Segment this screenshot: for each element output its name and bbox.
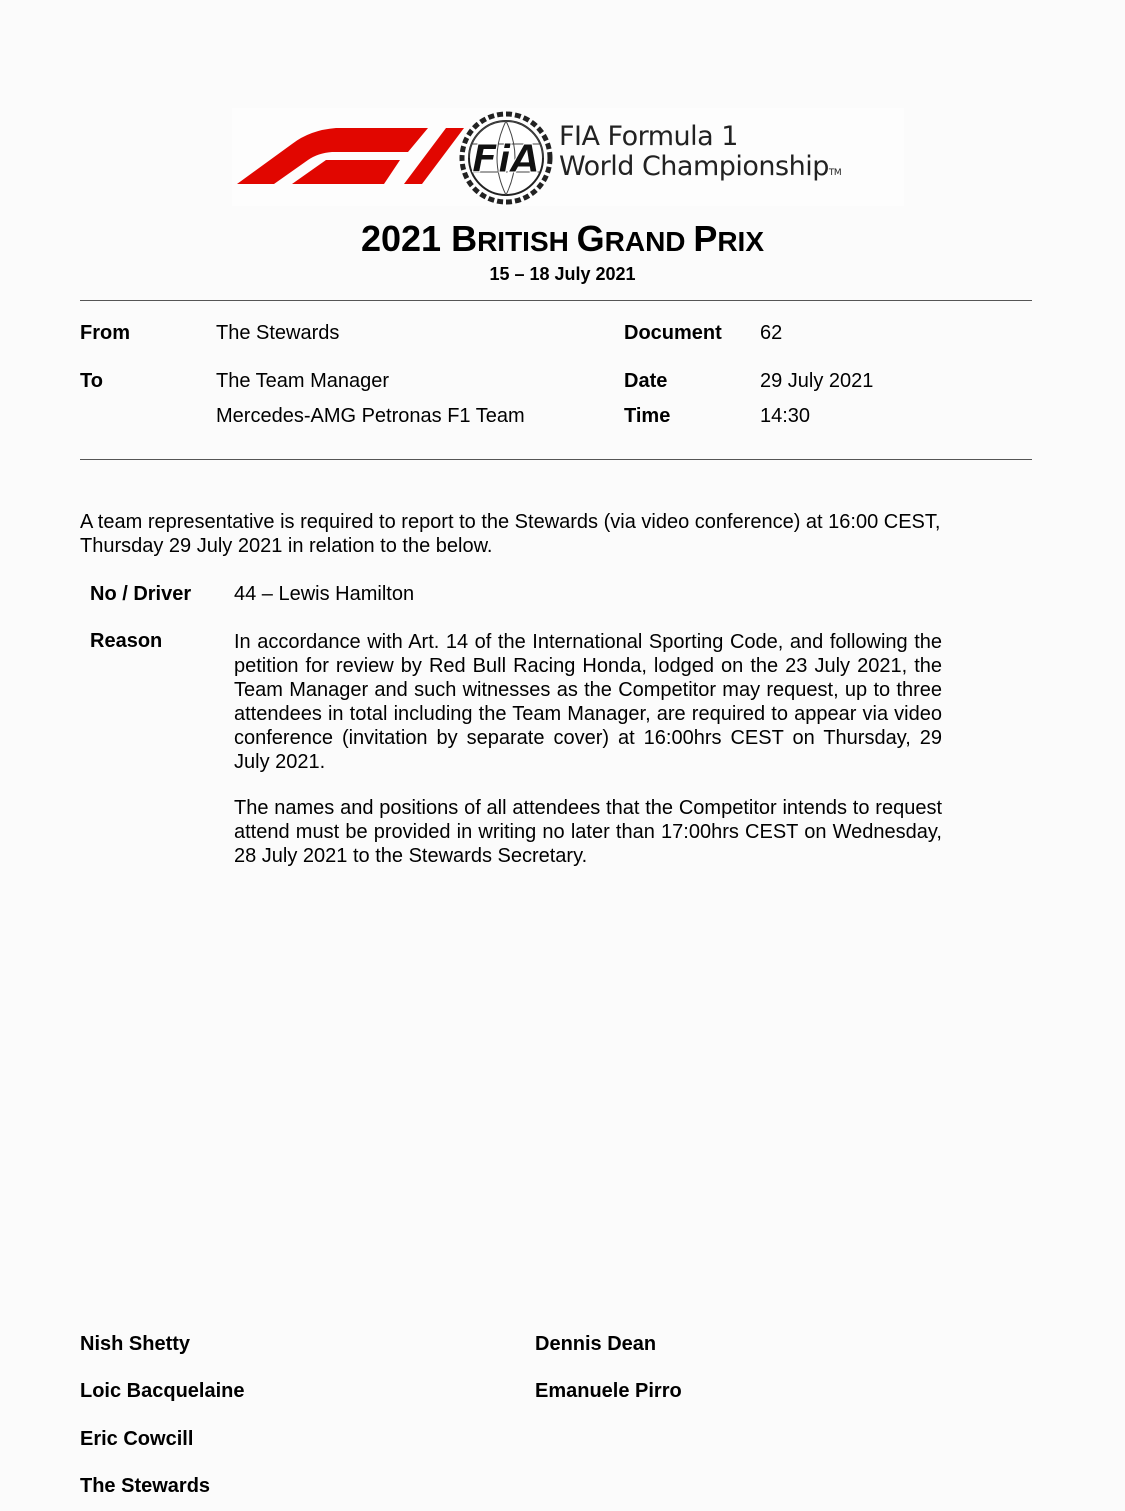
intro-paragraph: A team representative is required to report to the Stewards (via video conference) at 16:00 CEST, Thursday 29 July 2021 in relation to the below. (80, 511, 941, 557)
logo-text-line2 (559, 152, 841, 188)
trademark-mark: TM (828, 168, 842, 178)
signatory-right-1: Dennis Dean (535, 1333, 657, 1355)
f1-fia-logo (232, 108, 904, 206)
signatory-left-1: Nish Shetty (80, 1333, 191, 1355)
time-value: 14:30 (760, 405, 811, 427)
document-value: 62 (760, 322, 783, 344)
to-value-2: Mercedes-AMG Petronas F1 Team (216, 405, 525, 427)
reason-label: Reason (90, 630, 163, 652)
from-label: From (80, 322, 130, 344)
to-label: To (80, 370, 103, 392)
svg-text:FiA: FiA (471, 137, 541, 181)
driver-value: 44 – Lewis Hamilton (234, 583, 415, 605)
title-w3-initial: P (693, 218, 718, 259)
date-value: 29 July 2021 (760, 370, 874, 392)
title-w2-rest: RAND (604, 226, 694, 257)
title-w1-rest: RITISH (477, 226, 577, 257)
time-label: Time (624, 405, 671, 427)
title-w2-initial: G (576, 218, 605, 259)
bottom-divider (80, 459, 1032, 460)
signatory-right-2: Emanuele Pirro (535, 1380, 682, 1402)
driver-label: No / Driver (90, 583, 192, 605)
page-title (0, 218, 1125, 260)
signatory-left-2: Loic Bacquelaine (80, 1380, 245, 1402)
to-value-1: The Team Manager (216, 370, 390, 392)
logo-text-line1: FIA Formula 1 (559, 121, 738, 152)
title-year: 2021 (360, 218, 452, 259)
reason-paragraph-2: The names and positions of all attendees that the Competitor intends to request attend must be provided in writing no later than 17:00hrs CEST on Wednesday, 28 July 2021 to the Stewards Secretary. (234, 797, 942, 867)
signatory-left-3: Eric Cowcill (80, 1428, 194, 1450)
reason-paragraph-1: In accordance with Art. 14 of the International Sporting Code, and following the petition for review by Red Bull Racing Honda, lodged on the 23 July 2021, the Team Manager and such witnesses as the Competitor may request, up to three attendees in total including the Team Manager, are required to appear via video conference (invitation by separate cover) at 16:00hrs CEST on Thursday, 29 July 2021. (234, 631, 942, 773)
event-dates: 15 – 18 July 2021 (489, 264, 636, 284)
from-value: The Stewards (216, 322, 340, 344)
signatory-left-4: The Stewards (80, 1475, 211, 1497)
document-label: Document (624, 322, 722, 344)
title-w1-initial: B (451, 218, 478, 259)
top-divider (80, 300, 1032, 301)
logo-text (559, 122, 841, 188)
title-w3-rest: RIX (717, 226, 765, 257)
logo-text-line2-main: World Championship (559, 151, 829, 182)
date-label: Date (624, 370, 668, 392)
